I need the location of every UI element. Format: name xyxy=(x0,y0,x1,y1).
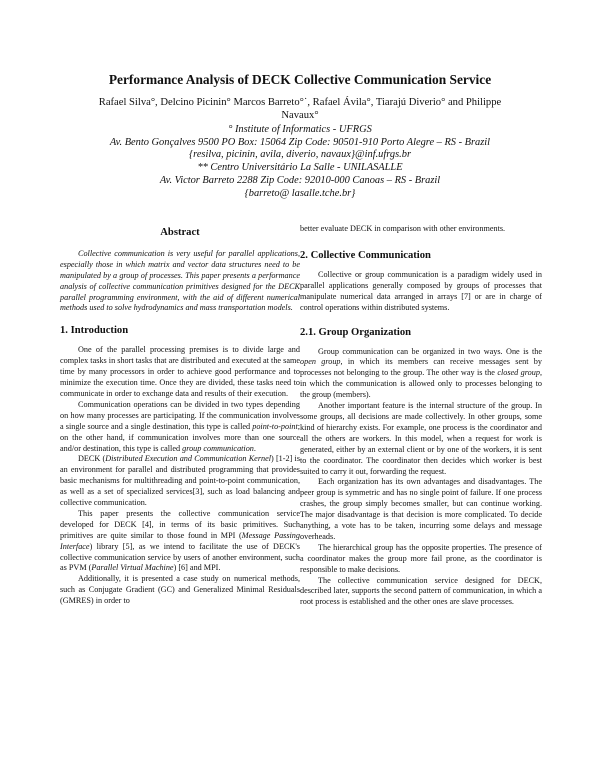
affiliations xyxy=(60,124,540,200)
authors-line-2: Navaux° xyxy=(281,109,319,121)
affiliation-line: Av. Victor Barreto 2288 Zip Code: 92010-000 Canoas – RS - Brazil xyxy=(159,174,441,186)
affiliation-line: {resilva, picinin, avila, diverio, navaux}@inf.ufrgs.br xyxy=(189,149,411,161)
body-paragraph: Group communication can be organized in two ways. One is the open group, in which its members can receive messages sent by processes not belonging to the group. The other way is the closed group, in which the communication is allowed only to processes belonging to the group (members). xyxy=(300,346,542,400)
continued-paragraph: better evaluate DECK in comparison with other environments. xyxy=(300,224,506,233)
section-heading-introduction: 1. Introduction xyxy=(60,325,129,337)
affiliation-line: ** Centro Universitário La Salle - UNILASALLE xyxy=(197,162,403,174)
affiliation-line: ° Institute of Informatics - UFRGS xyxy=(228,124,372,135)
affiliation-line: {barreto@ lasalle.tche.br} xyxy=(244,187,356,199)
intro-paragraph: DECK (Distributed Execution and Communication Kernel) [1-2] is an environment for parallel and distributed programming that provides basic mechanisms for multithreading and point-to-point communication, as well as a set of specialized services[3], such as load balancing and collective communication. xyxy=(60,454,301,508)
affiliation-line: Av. Bento Gonçalves 9500 PO Box: 15064 Zip Code: 90501-910 Porto Alegre – RS - Brazil xyxy=(109,136,491,148)
intro-paragraph: Additionally, it is presented a case study on numerical methods, such as Conjugate Gradient (GC) and Generalized Minimal Residuals (GMRES) in order to xyxy=(60,574,300,606)
left-column xyxy=(60,224,300,607)
body-paragraph: Each organization has its own advantages and disadvantages. The peer group is symmetric and has no single point of failure. If one process crashes, the group simply becomes smaller, but can continue working. The major disadvantage is that decision is more complicated. To decide anything, a vote has to be taken, incurring some delays and message overheads. xyxy=(300,477,542,541)
author-list xyxy=(70,97,530,122)
intro-paragraph: This paper presents the collective communication service developed for DECK [4], in terms of its basic primitives. Such primitives are quite similar to those found in MPI (Message Passing Interface) library [5], as we intend to facilitate the use of DECK's collective communication service by users of another environment, such as PVM (Parallel Virtual Machine) [6] and MPI. xyxy=(60,508,300,573)
authors-line-1: Rafael Silva°, Delcino Picinin° Marcos Barreto°˙, Rafael Ávila°, Tiarajú Diverio° and Philippe xyxy=(98,97,502,108)
intro-paragraph: One of the parallel processing premises is to divide large and complex tasks in short tasks that are distributed and executed at the same time by many processors in order to achieve good performance and to minimize the execution time. Once they are divided, these tasks need to communicate in order to exchange data and results of their execution. xyxy=(60,345,300,398)
paper-title: Performance Analysis of DECK Collective Communication Service xyxy=(108,72,492,87)
body-paragraph: Collective or group communication is a paradigm widely used in parallel applications generally composed by groups of processes that manipulate numerical data arranged in arrays [7] or are in charge of control operations within distributed systems. xyxy=(300,269,542,312)
abstract-text: Collective communication is very useful for parallel applications, especially those in which matrix and vector data structures need to be manipulated by a group of processes. This paper presents a performance analysis of collective communication primitives designed for the DECK parallel programming environment, with the aid of different numerical methods used to solve hydrodynamics and mass transportation models. xyxy=(60,248,300,313)
abstract-heading: Abstract xyxy=(160,227,200,238)
body-paragraph: The collective communication service designed for DECK, described later, supports the second pattern of communication, in which a root process is established and the other ones are slave processes. xyxy=(300,575,542,607)
body-paragraph: Another important feature is the internal structure of the group. In some groups, all decisions are made collectively. In other groups, some kind of hierarchy exists. For example, one process is the coordinator and all the others are workers. In this model, when a request for work is generated, either by an external client or by one of the workers, it is sent to the coordinator. The coordinator then decides which worker is best suited to carry it out, forwarding the request. xyxy=(300,401,542,476)
section-heading-group-organization: 2.1. Group Organization xyxy=(300,326,412,338)
section-heading-collective-communication: 2. Collective Communication xyxy=(300,249,431,261)
intro-paragraph: Communication operations can be divided in two types depending on how many processes are participating. If the communication involves a single source and a single destination, this type is called point-to-point; on the other hand, if communication involves more than one source and/or destination, this type is called group communication. xyxy=(60,399,300,453)
right-column xyxy=(300,224,542,608)
body-paragraph: The hierarchical group has the opposite properties. The presence of a coordinator makes the group more fail prone, as the coordinator is responsible to make decisions. xyxy=(300,542,542,574)
